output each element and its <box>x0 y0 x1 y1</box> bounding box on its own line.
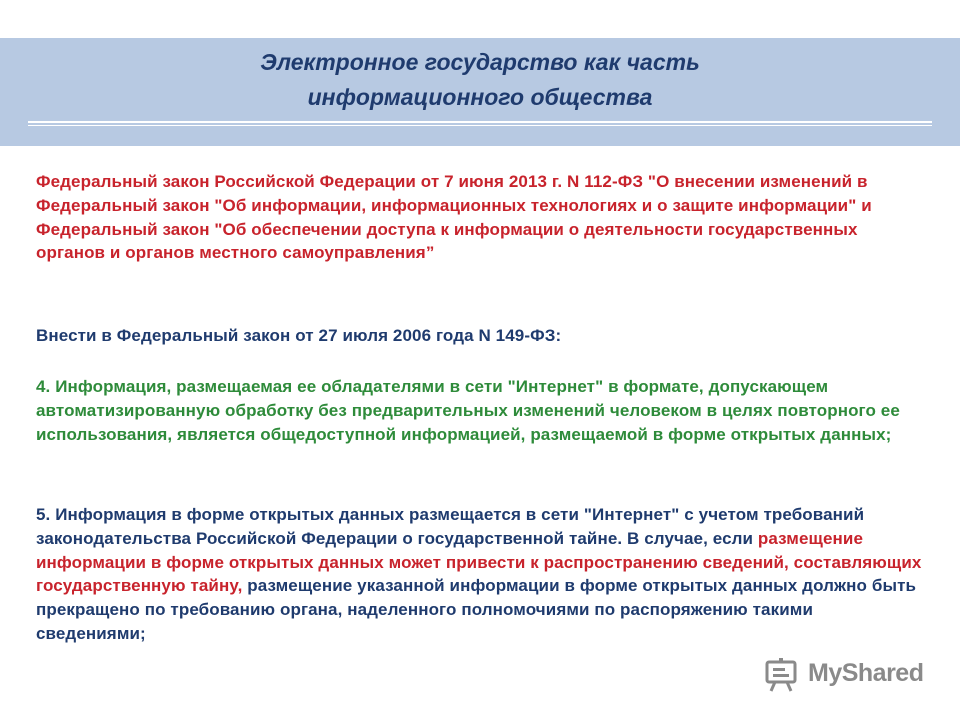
clause-5-text-start: 5. Информация в форме открытых данных размещается в сети "Интернет" с учетом требований законодательства Российской Федерации о государственной тайне. В случае, если <box>36 505 865 548</box>
amendment-intro-paragraph: Внести в Федеральный закон от 27 июля 2006 года N 149-ФЗ: <box>36 326 562 345</box>
presentation-board-icon <box>764 657 804 693</box>
watermark <box>764 657 934 693</box>
watermark-text: MyShared <box>808 659 924 687</box>
slide-title-line-2: информационного общества <box>307 84 653 110</box>
title-divider-thin <box>28 125 932 126</box>
slide-title <box>0 45 960 115</box>
slide-title-line-1: Электронное государство как часть <box>260 49 700 75</box>
clause-4-paragraph: 4. Информация, размещаемая ее обладателями в сети "Интернет" в формате, допускающем автоматизированную обработку без предварительных изменений человеком в целях повторного ее использования, является общедоступной информацией, размещаемой в форме открытых данных; <box>36 377 900 444</box>
clause-5-text-end: размещение указанной информации в форме открытых данных должно быть прекращено по требованию органа, наделенного полномочиями по распоряжению такими сведениями; <box>36 576 917 643</box>
clause-5-highlight: размещение информации в форме открытых данных может привести к распространению сведений, составляющих государственную тайну, <box>36 528 922 596</box>
title-divider <box>28 121 932 123</box>
clause-5-paragraph <box>36 503 926 646</box>
law-reference-paragraph: Федеральный закон Российской Федерации от 7 июня 2013 г. N 112-ФЗ "О внесении изменений в Федеральный закон "Об информации, информационных технологиях и о защите информации" и Федеральный закон "Об обеспечении доступа к информации о деятельности государственных органов и органов местного самоуправления” <box>36 172 872 263</box>
